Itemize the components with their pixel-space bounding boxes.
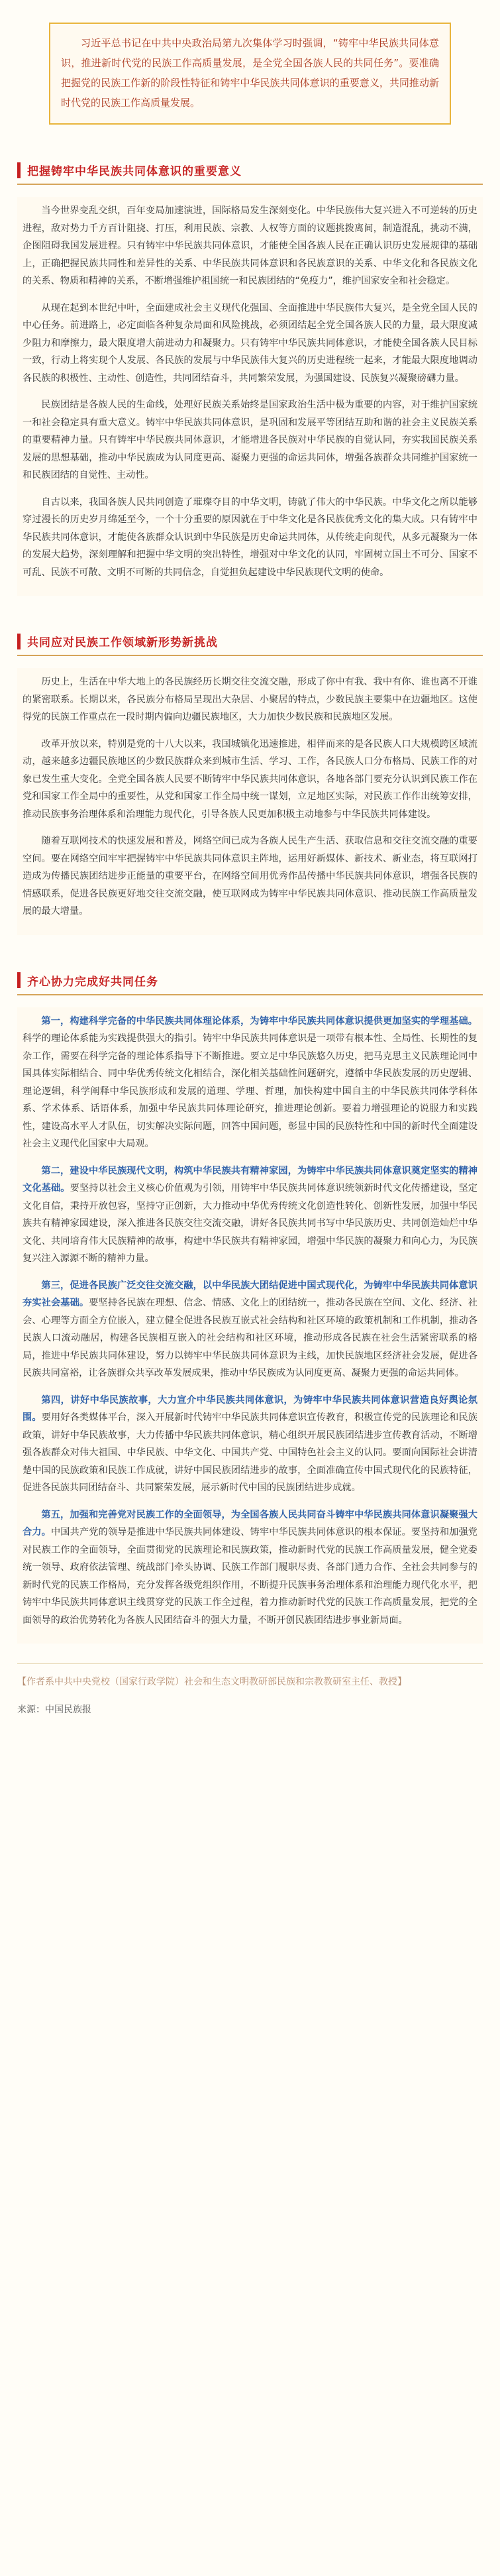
- paragraph-lead: 第一，构建科学完备的中华民族共同体理论体系，为铸牢中华民族共同体意识提供更加坚实的学理基础。: [41, 1015, 477, 1027]
- intro-text: 习近平总书记在中共中央政治局第九次集体学习时强调，“铸牢中华民族共同体意识，推进新时代党的民族工作高质量发展，是全党全国各族人民的共同任务”。要准确把握党的民族工作新的阶段性特征和铸牢中华民族共同体意识的重要意义，共同推动新时代党的民族工作高质量发展。: [61, 37, 439, 109]
- paragraph-lead: 第二，建设中华民族现代文明，构筑中华民族共有精神家园，为铸牢中华民族共同体意识奠定坚实的精神文化基础。: [23, 1165, 477, 1194]
- paragraph: 历史上，生活在中华大地上的各民族经历长期交往交流交融，形成了你中有我、我中有你、谁也离不开谁的紧密联系。长期以来，各民族分布格局呈现出大杂居、小聚居的特点，少数民族主要集中在边疆地区。这使得党的民族工作重点在一段时期内偏向边疆民族地区，大力加快少数民族和民族地区发展。: [23, 677, 477, 722]
- section-header: [17, 633, 483, 656]
- paragraph-lead: 第四，讲好中华民族故事，大力宣介中华民族共同体意识，为铸牢中华民族共同体意识营造良好舆论氛围。: [23, 1394, 477, 1423]
- paragraph: [23, 1506, 477, 1630]
- section-header: [17, 162, 483, 185]
- paragraph-lead: 第三，促进各民族广泛交往交流交融，以中华民族大团结促进中国式现代化，为铸牢中华民族共同体意识夯实社会基础。: [23, 1280, 477, 1308]
- section-marker: [17, 634, 21, 649]
- section-marker: [17, 972, 21, 988]
- paragraph: 当今世界变乱交织，百年变局加速演进，国际格局发生深刻变化。中华民族伟大复兴进入不可逆转的历史进程，敌对势力千方百计阻挠、打压，利用民族、宗教、人权等方面的议题挑拨离间，制造混乱，挑动不满，企图阻碍我国发展进程。只有铸牢中华民族共同体意识，才能使全国各族人民在正确认识历史发展规律的基础上，正确把握民族共同性和差异性的关系、中华民族共同体意识和各民族意识的关系、中华文化和各民族文化的关系、物质和精神的关系，不断增强维护祖国统一和民族团结的“免疫力”，维护国家安全和社会稳定。: [23, 205, 477, 286]
- section-title: 齐心协力完成好共同任务: [27, 975, 158, 989]
- paragraph-text: 要坚持以社会主义核心价值观为引领，用铸牢中华民族共同体意识统领新时代文化传播建设，坚定文化自信，秉持开放包容，坚持守正创新，大力推动中华优秀传统文化创造性转化、创新性发展，加强中华民族共有精神家园建设，深入推进各民族交往交流交融，讲好各民族共同书写中华民族历史、共同创造灿烂中华文化、共同培育伟大民族精神的故事，构建中华民族共有精神家园，增强中华民族的凝聚力和向心力，为民族复兴注入源源不断的精神力量。: [23, 1183, 477, 1264]
- paragraph-text: 科学的理论体系能为实践提供强大的指引。铸牢中华民族共同体意识是一项带有根本性、全局性、长期性的复杂工作，需要在科学完备的理论体系指导下不断推进。要立足中华民族悠久历史，把马克思主义民族理论同中国具体实际相结合、同中华优秀传统文化相结合，深化相关基础性问题研究，遵循中华民族发展的历史逻辑、理论逻辑，科学阐释中华民族形成和发展的道理、学理、哲理，加快构建中国自主的中华民族共同体学科体系、学术体系、话语体系，加强中华民族共同体理论研究，推进理论创新。要着力增强理论的说服力和实践性，建设高水平人才队伍，切实解决实际问题，回答中国问题，彰显中国的民族特性和中国的新时代全面建设社会主义现代化国家中大局观。: [23, 1033, 477, 1149]
- section-marker: [17, 162, 21, 178]
- section: [17, 972, 483, 1644]
- paragraph-text: 要坚持各民族在理想、信念、情感、文化上的团结统一，推动各民族在空间、文化、经济、社会、心理等方面全方位嵌入，建立健全促进各民族互嵌式社会结构和社区环境的政策机制和工作机制，推动各民族人口流动融居，构建各民族相互嵌入的社会结构和社区环境，推动形成各民族在社会生活紧密联系的格局，推进中华民族共同体建设，努力以铸牢中华民族共同体意识为主线，加快民族地区经济社会发展，促进各民族共同富裕，让各族群众共享改革发展成果，推动中华民族成为认同度更高、凝聚力更强的命运共同体。: [23, 1298, 477, 1378]
- paragraph: 从现在起到本世纪中叶，全面建成社会主义现代化强国、全面推进中华民族伟大复兴，是全党全国人民的中心任务。前进路上，必定面临各种复杂局面和风险挑战，必须团结起全党全国各族人民的力量，最大限度减少阻力和摩擦力，最大限度增大前进动力和凝聚力。只有铸牢中华民族共同体意识，才能使全国各族人民目标一致，行动上将实现个人发展、各民族的发展与中华民族伟大复兴的历史进程统一起来，才能最大限度地调动各民族的积极性、主动性、创造性，共同团结奋斗，共同繁荣发展，为强国建设、民族复兴凝聚磅礴力量。: [23, 302, 477, 384]
- article-page: [0, 23, 500, 2576]
- paragraph: [23, 1392, 477, 1497]
- paragraph: [23, 1162, 477, 1268]
- section-title: 把握铸牢中华民族共同体意识的重要意义: [27, 165, 242, 178]
- section-header: [17, 972, 483, 995]
- section-body: [17, 1007, 483, 1644]
- paragraph: [23, 1277, 477, 1382]
- author-note: 【作者系中共中央党校（国家行政学院）社会和生态文明教研部民族和宗教教研室主任、教授】: [17, 1663, 483, 1691]
- paragraph: [23, 1013, 477, 1153]
- paragraph-text: 要用好各类媒体平台，深入开展新时代铸牢中华民族共同体意识宣传教育，积极宣传党的民族理论和民族政策，讲好中华民族故事，大力传播中华民族共同体意识，精心组织开展民族团结进步宣传教育活动，不断增强各族群众对伟大祖国、中华民族、中华文化、中国共产党、中国特色社会主义的认同。要面向国际社会讲清楚中国的民族政策和民族工作成就，讲好中国民族团结进步的故事，全面准确宣传中国式现代化的民族特征，促进各民族共同团结奋斗、共同繁荣发展，展示新时代中国的民族团结进步成就。: [23, 1412, 477, 1493]
- section-body: [17, 197, 483, 596]
- paragraph-text: 中国共产党的领导是推进中华民族共同体建设、铸牢中华民族共同体意识的根本保证。要坚持和加强党对民族工作的全面领导，全面贯彻党的民族理论和民族政策，推动新时代党的民族工作高质量发展，健全党委统一领导、政府依法管理、统战部门牵头协调、民族工作部门履职尽责、各部门通力合作、全社会共同参与的新时代党的民族工作格局，充分发挥各级党组织作用，不断提升民族事务治理体系和治理能力现代化水平，把铸牢中华民族共同体意识主线贯穿党的民族工作全过程，着力推动新时代党的民族工作高质量发展，把党的全面领导的政治优势转化为各族人民团结奋斗的强大力量，不断开创民族团结进步事业新局面。: [23, 1527, 477, 1626]
- intro-box: [49, 23, 451, 125]
- section: [17, 633, 483, 935]
- paragraph: 随着互联网技术的快速发展和普及，网络空间已成为各族人民生产生活、获取信息和交往交流交融的重要空间。要在网络空间牢牢把握铸牢中华民族共同体意识主阵地，运用好新媒体、新技术、新业态，将互联网打造成为传播民族团结进步正能量的重要平台，在网络空间用优秀作品传播中华民族共同体意识，增强各民族的情感联系，促进各民族更好地交往交流交融，使互联网成为铸牢中华民族共同体意识、推动民族工作高质量发展的最大增量。: [23, 836, 477, 917]
- paragraph: 民族团结是各族人民的生命线，处理好民族关系始终是国家政治生活中极为重要的内容，对于维护国家统一和社会稳定具有重大意义。铸牢中华民族共同体意识，是巩固和发展平等团结互助和谐的社会主义民族关系的重要精神力量。只有铸牢中华民族共同体意识，才能增进各民族对中华民族的自觉认同，夯实我国民族关系发展的思想基础，推动中华民族成为认同度更高、凝聚力更强的命运共同体，增强各族群众共同维护国家统一和民族团结的自觉性、主动性。: [23, 400, 477, 480]
- section: [17, 162, 483, 596]
- paragraph: 自古以来，我国各族人民共同创造了璀璨夺目的中华文明，铸就了伟大的中华民族。中华文化之所以能够穿过漫长的历史岁月绵延至今，一个十分重要的原因就在于中华文化是各民族优秀文化的集大成。只有铸牢中华民族共同体意识，才能使各族群众认识到中华民族是历史命运共同体，从传统走向现代，从多元凝聚为一体的发展大趋势，深刻理解和把握中华文明的突出特性，增强对中华文化的认同，牢固树立国土不可分、国家不可乱、民族不可散、文明不可断的共同信念，自觉担负起建设中华民族现代文明的使命。: [23, 496, 477, 578]
- section-title: 共同应对民族工作领域新形势新挑战: [27, 636, 218, 649]
- paragraph: 改革开放以来，特别是党的十八大以来，我国城镇化迅速推进，相伴而来的是各民族人口大规模跨区域流动，越来越多边疆民族地区的少数民族群众来到城市生活、学习、工作，各民族人口分布格局、民族工作的对象已发生重大变化。全党全国各族人民要不断铸牢中华民族共同体意识，各地各部门要充分认识到民族工作在党和国家工作全局中的重要性，从党和国家工作全局中统一谋划，立足地区实际，对民族工作作出统筹安排，推动民族事务治理体系和治理能力现代化，引导各族人民更加积极主动地参与中华民族共同体建设。: [23, 738, 477, 820]
- source-line: 来源：中国民族报: [17, 1705, 91, 1715]
- paragraph-lead: 第五，加强和完善党对民族工作的全面领导，为全国各族人民共同奋斗铸牢中华民族共同体意识凝聚强大合力。: [23, 1509, 477, 1538]
- section-body: [17, 668, 483, 935]
